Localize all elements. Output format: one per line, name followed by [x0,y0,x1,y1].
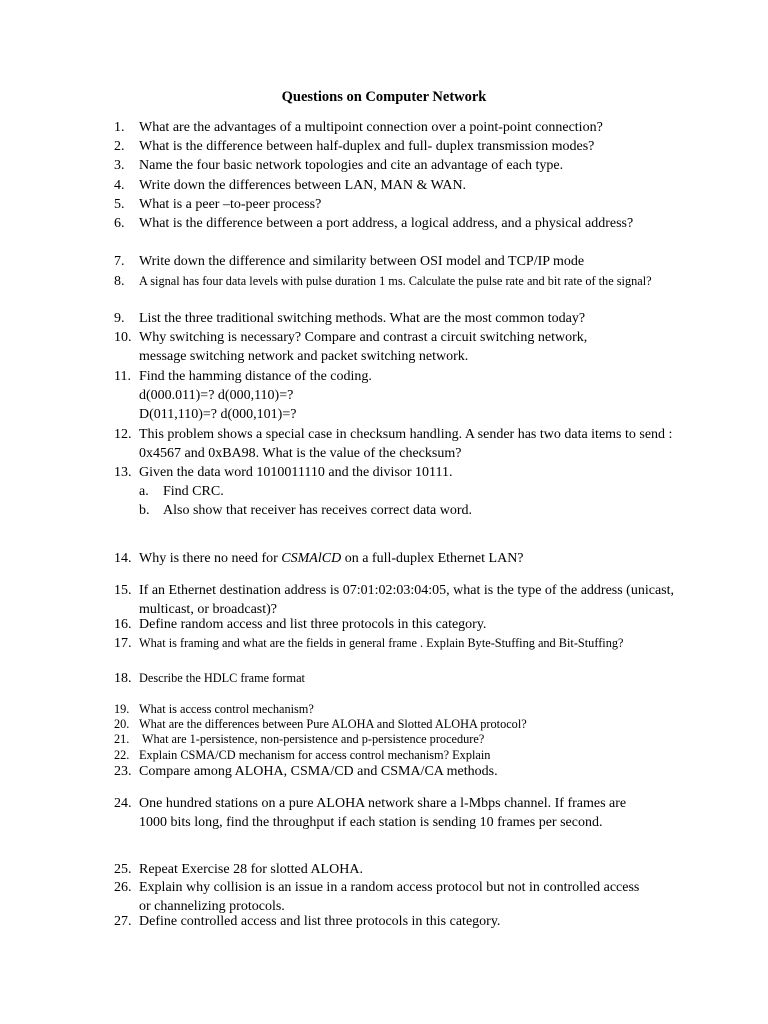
hamming-line-1: d(000.011)=? d(000,110)=? [139,388,294,403]
question-text: What is the difference between half-duplex and full- duplex transmission modes? [139,139,595,154]
question-14 [114,550,674,569]
question-text: One hundred stations on a pure ALOHA network share a l-Mbps channel. If frames are 1000 bits long, find the throughput if each station is sending 10 frames per second. [139,796,627,830]
question-number: 21. [114,732,130,746]
question-9 [114,310,674,329]
question-number: 8. [114,274,125,289]
question-number: 1. [114,120,125,135]
page-title: Questions on Computer Network [281,89,487,105]
question-number: 2. [114,139,125,154]
question-26 [114,879,674,916]
question-text: List the three traditional switching methods. What are the most common today? [139,311,586,326]
question-25 [114,861,674,880]
question-18 [114,670,674,687]
question-number: 18. [114,671,132,686]
question-21 [114,731,674,748]
question-number: 27. [114,914,132,929]
question-text: Describe the HDLC frame format [139,671,305,685]
question-8 [114,273,674,290]
question-number: 19. [114,702,130,716]
question-16 [114,616,674,635]
question-number: 12. [114,427,132,442]
question-text: What are the differences between Pure ALOHA and Slotted ALOHA protocol? [139,717,527,731]
question-17 [114,635,674,652]
sub-item-text: Find CRC. [163,484,224,499]
question-text: Write down the difference and similarity between OSI model and TCP/IP mode [139,254,585,269]
question-text: What is access control mechanism? [139,702,314,716]
question-text-emphasis: CSMAlCD [281,551,342,566]
question-text-post: on a full-duplex Ethernet LAN? [341,551,524,566]
question-text: Define random access and list three protocols in this category. [139,617,487,632]
question-number: 10. [114,330,132,345]
question-number: 13. [114,465,132,480]
question-text: Explain CSMA/CD mechanism for access control mechanism? Explain [139,748,491,762]
question-4 [114,177,674,196]
question-22 [114,747,674,764]
question-text: What is the difference between a port address, a logical address, and a physical address? [139,216,634,231]
question-12 [114,426,674,463]
question-text: What are 1-persistence, non-persistence and p-persistence procedure? [139,732,485,746]
question-3 [114,157,674,176]
question-number: 4. [114,178,125,193]
sub-item-label: b. [139,503,150,518]
question-text: What are the advantages of a multipoint connection over a point-point connection? [139,120,603,135]
question-number: 3. [114,158,125,173]
hamming-line-2: D(011,110)=? d(000,101)=? [139,407,297,422]
question-11 [114,368,674,387]
question-text: What is framing and what are the fields in general frame . Explain Byte-Stuffing and Bit-Stuffing? [139,636,624,650]
question-6 [114,215,674,234]
question-number: 26. [114,880,132,895]
question-number: 6. [114,216,125,231]
question-number: 15. [114,583,132,598]
sub-item-a [139,483,224,502]
question-text: Name the four basic network topologies and cite an advantage of each type. [139,158,564,173]
question-number: 22. [114,748,130,762]
question-number: 5. [114,197,125,212]
question-7 [114,253,674,272]
question-24 [114,795,674,832]
question-text: Define controlled access and list three protocols in this category. [139,914,501,929]
question-text: What is a peer –to-peer process? [139,197,322,212]
question-text: Compare among ALOHA, CSMA/CD and CSMA/CA methods. [139,764,498,779]
sub-item-text: Also show that receiver has receives correct data word. [163,503,473,518]
question-number: 23. [114,764,132,779]
question-number: 14. [114,551,132,566]
sub-item-b [139,502,472,521]
question-text: Given the data word 1010011110 and the divisor 10111. [139,465,453,480]
question-number: 9. [114,311,125,326]
question-number: 7. [114,254,125,269]
question-5 [114,196,674,215]
question-text: Repeat Exercise 28 for slotted ALOHA. [139,862,363,877]
question-text: If an Ethernet destination address is 07:01:02:03:04:05, what is the type of the address (unicast, multicast, or broadcast)? [139,583,674,617]
question-text: Explain why collision is an issue in a random access protocol but not in controlled access or channelizing protocols. [139,880,640,914]
question-text [139,550,674,569]
sub-item-label: a. [139,484,149,499]
question-13 [114,464,674,483]
question-number: 24. [114,796,132,811]
question-text: Write down the differences between LAN, MAN & WAN. [139,178,467,193]
question-number: 16. [114,617,132,632]
question-text: Why switching is necessary? Compare and contrast a circuit switching network, message switching network and packet switching network. [139,330,588,364]
question-27 [114,913,674,932]
question-text-pre: Why is there no need for [139,551,282,566]
question-number: 25. [114,862,132,877]
question-1 [114,119,674,138]
question-10 [114,329,674,366]
question-text: A signal has four data levels with pulse duration 1 ms. Calculate the pulse rate and bit rate of the signal? [139,274,652,288]
question-number: 17. [114,636,132,651]
question-23 [114,763,674,782]
question-2 [114,138,674,157]
question-text: This problem shows a special case in checksum handling. A sender has two data items to send : 0x4567 and 0xBA98. What is the value of the checksum? [139,427,673,461]
question-number: 11. [114,369,131,384]
question-15 [114,582,674,619]
question-number: 20. [114,717,130,731]
question-text: Find the hamming distance of the coding. [139,369,372,384]
